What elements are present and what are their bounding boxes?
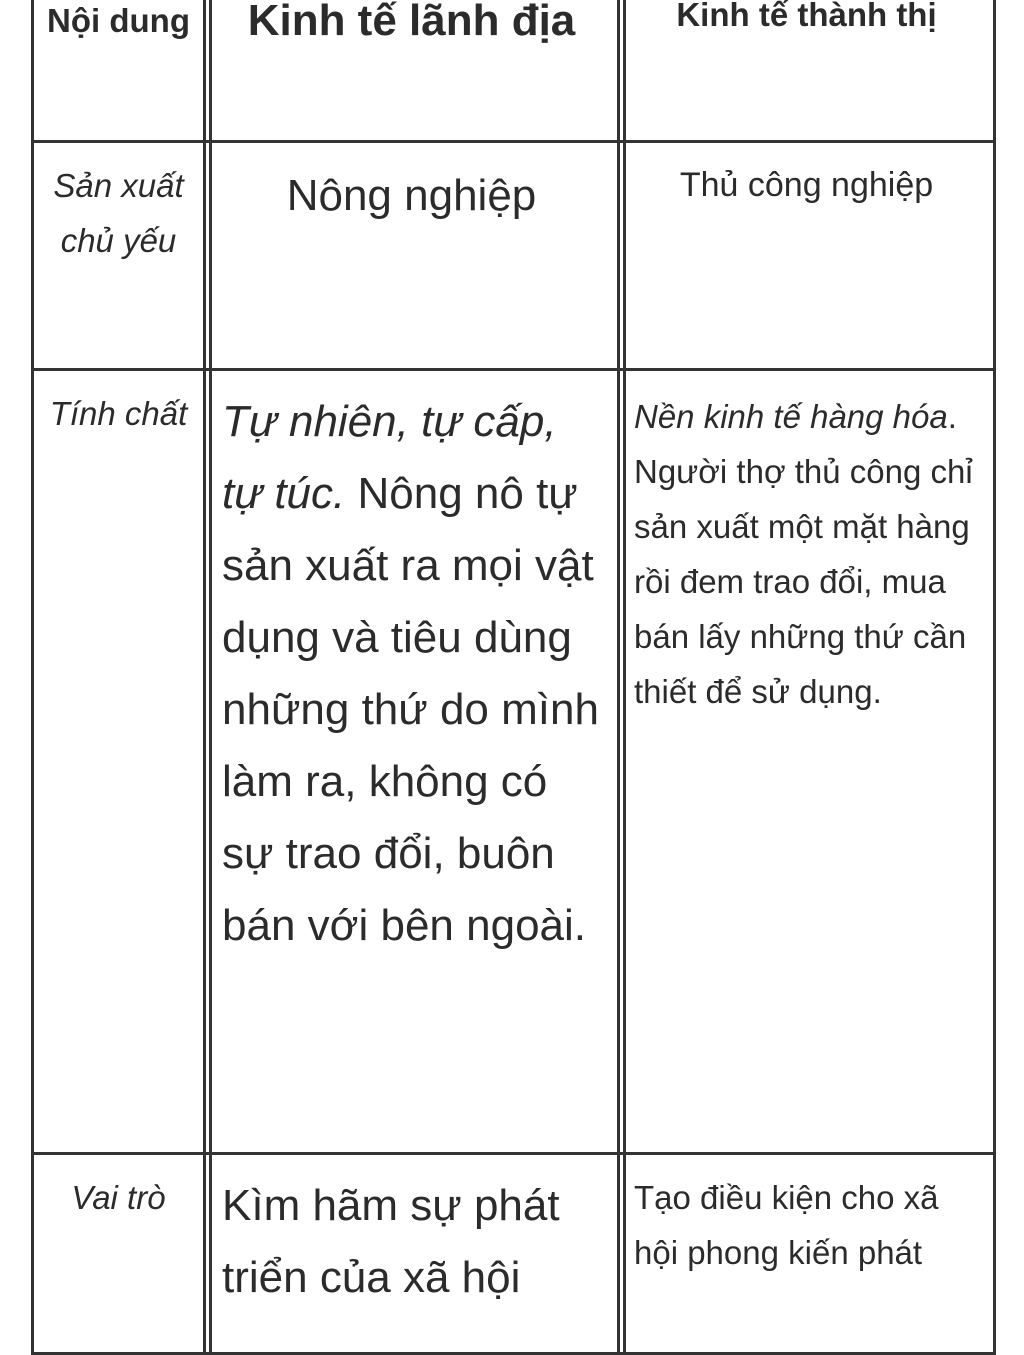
- manor-cell: [205, 142, 619, 370]
- urban-cell-text: Tạo điều kiện cho xã hội phong kiến phát: [634, 1179, 939, 1271]
- row-label: [33, 142, 205, 370]
- header-content-label: Nội dung: [47, 2, 190, 39]
- urban-cell-text: . Người thợ thủ công chỉ sản xuất một mặt hàng rồi đem trao đổi, mua bán lấy những thứ cần thiết để sử dụng.: [634, 398, 973, 710]
- header-urban-economy-label: Kinh tế thành thị: [676, 0, 937, 33]
- header-content: [33, 0, 205, 142]
- row-label-text: Vai trò: [71, 1179, 166, 1216]
- header-manor-economy: [205, 0, 619, 142]
- table-row: [33, 1154, 995, 1354]
- urban-cell: [619, 370, 995, 1154]
- manor-cell-text: Nông nô tự sản xuất ra mọi vật dụng và tiêu dùng những thứ do mình làm ra, không có sự trao đổi, buôn bán với bên ngoài.: [222, 469, 599, 950]
- urban-cell: [619, 142, 995, 370]
- row-label: [33, 1154, 205, 1354]
- header-urban-economy: [619, 0, 995, 142]
- manor-cell-text: Nông nghiệp: [286, 171, 537, 220]
- manor-cell-text: Kìm hãm sự phát triển của xã hội: [222, 1181, 560, 1302]
- row-label-text: Tính chất: [49, 395, 188, 432]
- manor-cell: [205, 1154, 619, 1354]
- comparison-table: [31, 0, 996, 1355]
- table-row: [33, 370, 995, 1154]
- header-manor-economy-label: Kinh tế lãnh địa: [247, 0, 576, 45]
- table-row: [33, 142, 995, 370]
- header-row: [33, 0, 995, 142]
- manor-cell: [205, 370, 619, 1154]
- manor-cell-emphasis: Tự nhiên, tự cấp, tự túc.: [222, 397, 557, 518]
- urban-cell-emphasis: Nền kinh tế hàng hóa: [634, 398, 948, 435]
- comparison-table-container: [31, 0, 993, 1355]
- urban-cell: [619, 1154, 995, 1354]
- urban-cell-text: Thủ công nghiệp: [679, 166, 934, 204]
- row-label: [33, 370, 205, 1154]
- row-label-text: Sản xuất chủ yếu: [53, 167, 184, 259]
